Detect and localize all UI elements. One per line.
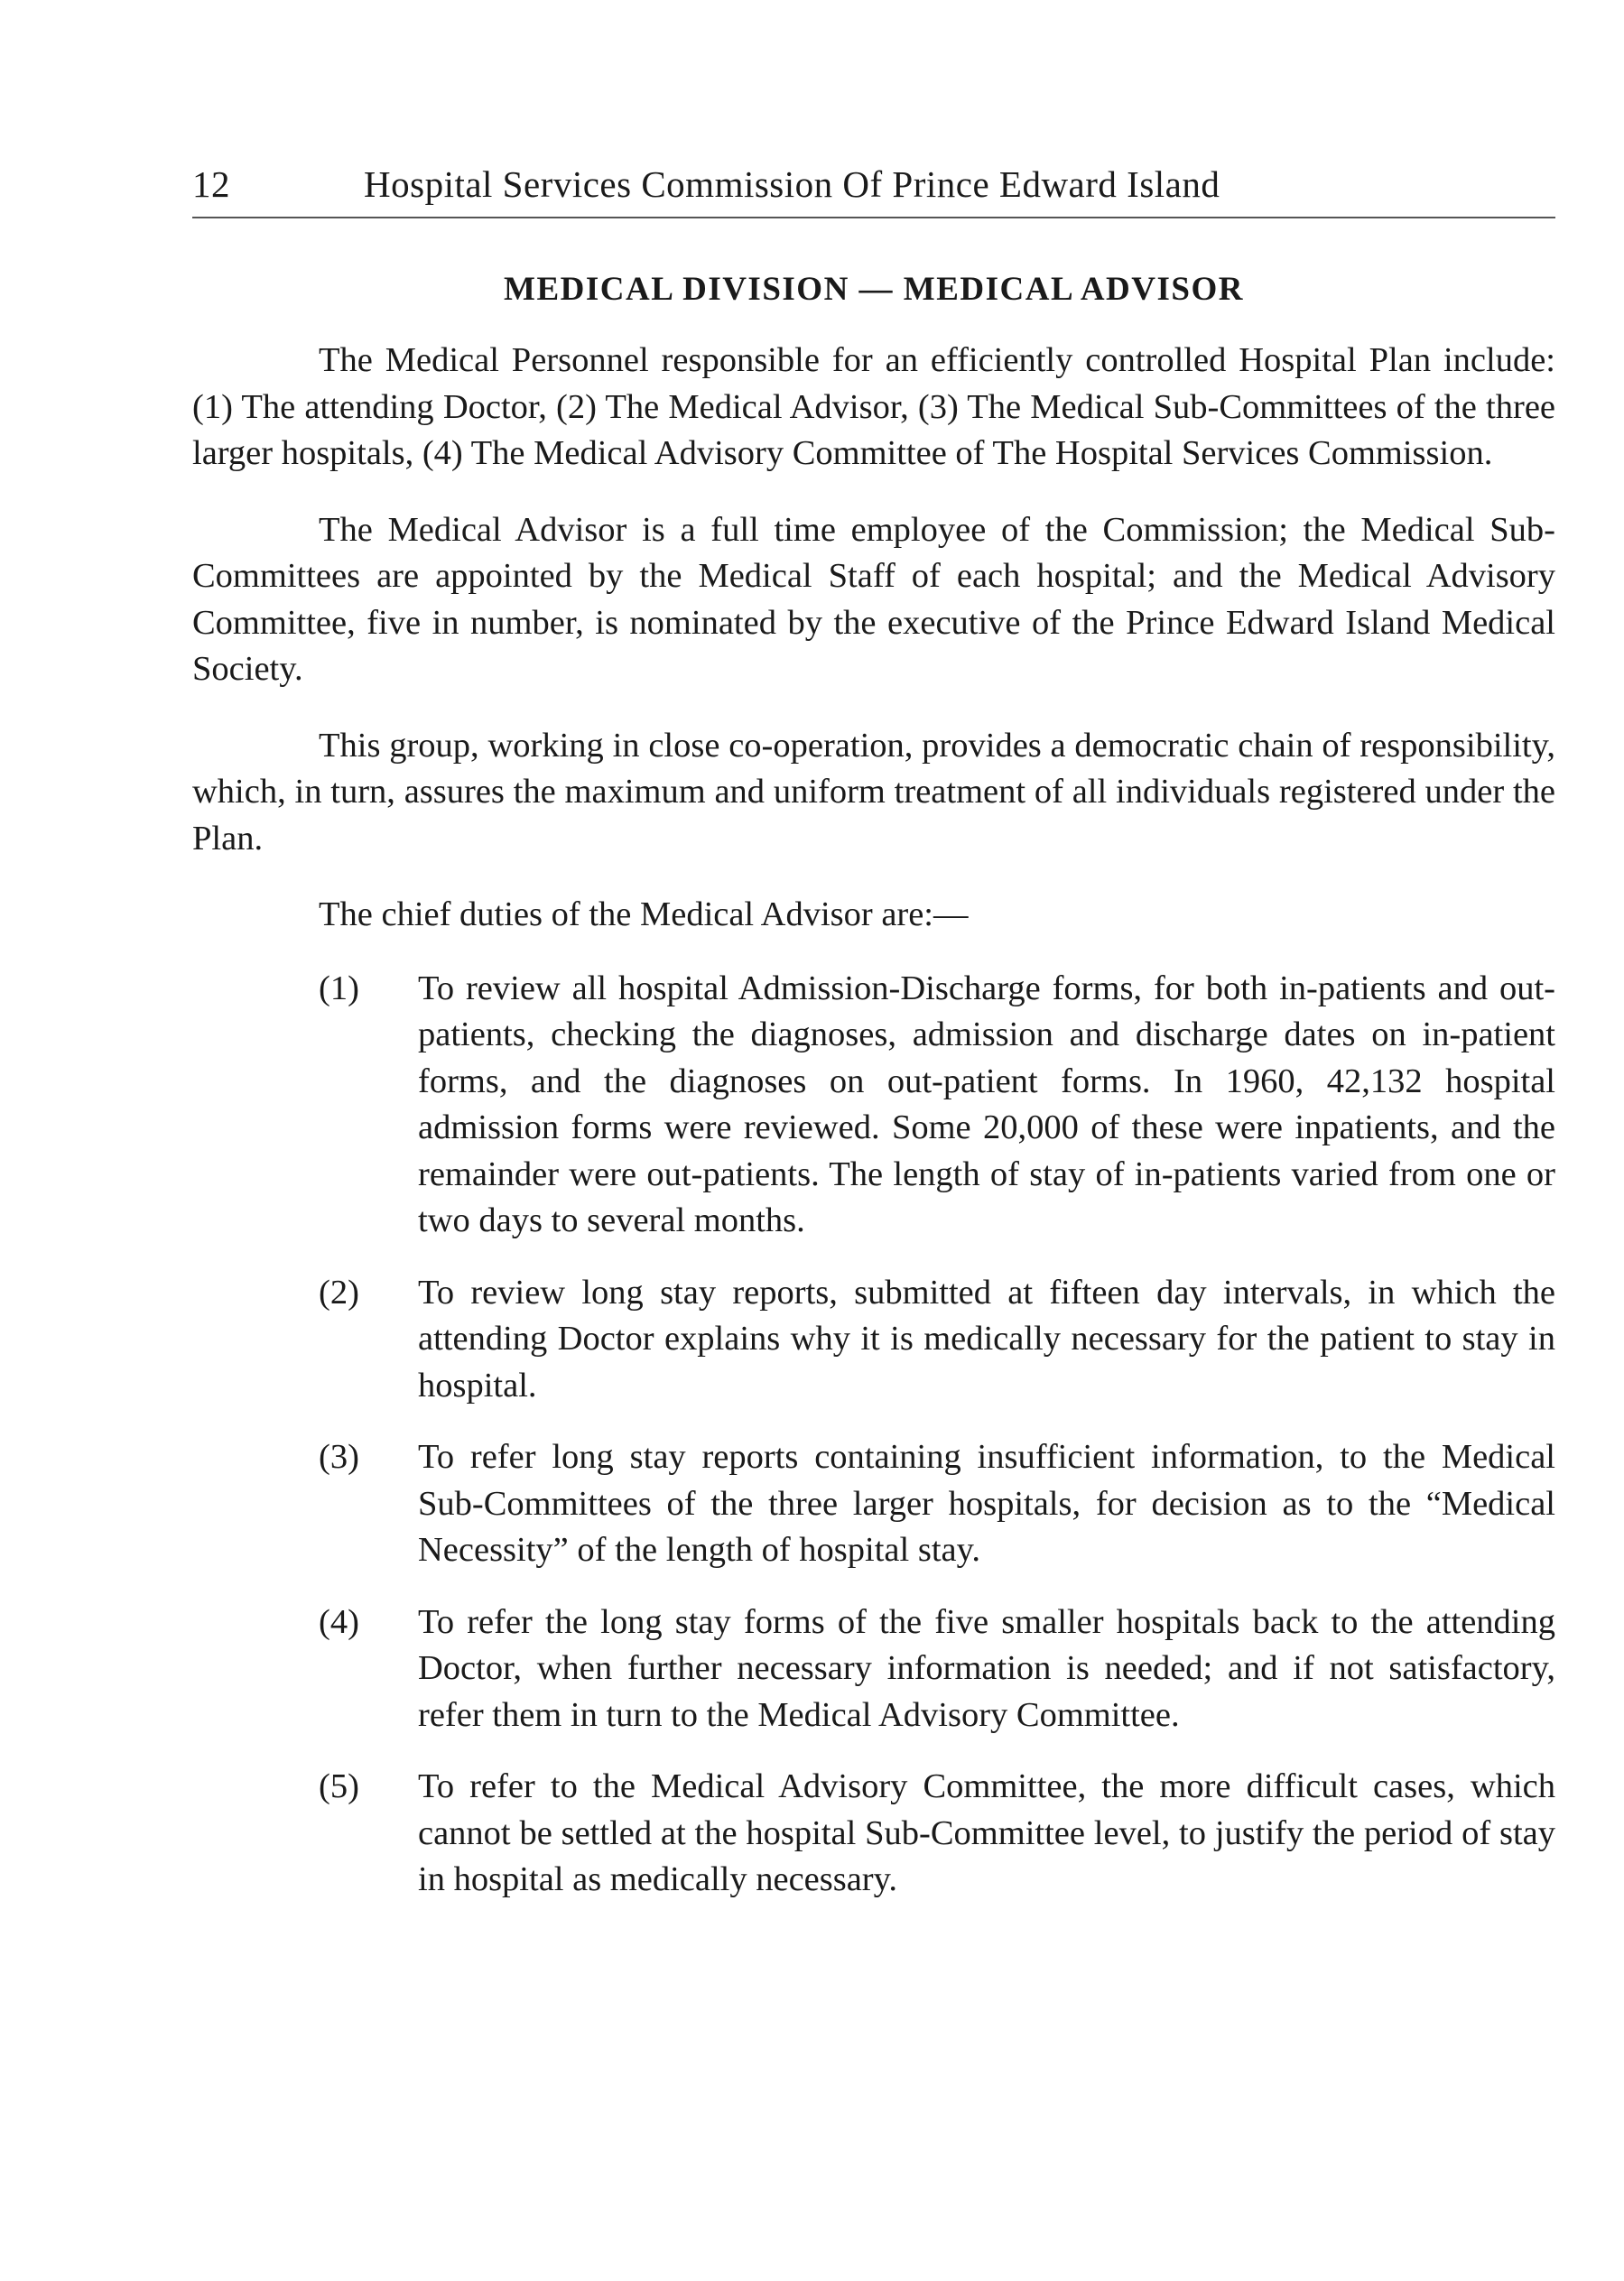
duty-text: To refer to the Medical Advisory Committee, the more difficult cases, which cannot be settled at the hospital Sub-Committee level, to justify the period of stay in hospital as medically necessary. bbox=[418, 1767, 1555, 1898]
running-title: Hospital Services Commission Of Prince Edward Island bbox=[364, 163, 1220, 205]
duty-number: (5) bbox=[319, 1767, 359, 1805]
duties-intro: The chief duties of the Medical Advisor are:— bbox=[319, 895, 969, 933]
list-item bbox=[192, 1599, 1555, 1739]
duty-number: (3) bbox=[319, 1438, 359, 1476]
body-text bbox=[192, 338, 1555, 1929]
paragraph-medical-personnel: The Medical Personnel responsible for an efficiently controlled Hospital Plan include: (1) The attending Doctor, (2) The Medical Advisor, (3) The Medical Sub-Committees of the three larger hospitals, (4) The Medical Advisory Committee of The Hospital Services Commission. bbox=[192, 341, 1555, 472]
duty-text: To review long stay reports, submitted at fifteen day intervals, in which the attending Doctor explains why it is medically necessary for the patient to stay in hospital. bbox=[418, 1273, 1555, 1405]
list-item bbox=[192, 966, 1555, 1245]
duties-list bbox=[192, 966, 1555, 1904]
duty-text: To refer long stay reports containing insufficient information, to the Medical Sub-Committees of the three larger hospitals, for decision as to the “Medical Necessity” of the length of hospital stay. bbox=[418, 1438, 1555, 1569]
running-header bbox=[192, 155, 1555, 213]
page-number: 12 bbox=[192, 163, 230, 205]
duty-text: To refer the long stay forms of the five smaller hospitals back to the attending Doctor, when further necessary information is needed; and if not satisfactory, refer them in turn to the Medical Advisory Committee. bbox=[418, 1602, 1555, 1734]
list-item bbox=[192, 1434, 1555, 1574]
list-item bbox=[192, 1270, 1555, 1410]
section-heading: MEDICAL DIVISION — MEDICAL ADVISOR bbox=[504, 271, 1244, 308]
duty-text: To review all hospital Admission-Discharge forms, for both in-patients and out-patients, checking the diagnoses, admission and discharge dates on in-patient forms, and the diagnoses on out-patient forms. In 1960, 42,132 hospital admission forms were reviewed. Some 20,000 of these were inpatients, and the remainder were out-patients. The length of stay of in-patients varied from one or two days to several months. bbox=[418, 969, 1555, 1239]
list-item bbox=[192, 1764, 1555, 1904]
header-rule bbox=[192, 217, 1555, 218]
paragraph-cooperation: This group, working in close co-operation, provides a democratic chain of responsibility, which, in turn, assures the maximum and uniform treatment of all individuals registered under the Plan. bbox=[192, 726, 1555, 858]
duty-number: (2) bbox=[319, 1273, 359, 1312]
duty-number: (1) bbox=[319, 969, 359, 1007]
paragraph-medical-advisor: The Medical Advisor is a full time employee of the Commission; the Medical Sub-Committees are appointed by the Medical Staff of each hospital; and the Medical Advisory Committee, five in number, is nominated by the executive of the Prince Edward Island Medical Society. bbox=[192, 510, 1555, 688]
duty-number: (4) bbox=[319, 1602, 359, 1641]
